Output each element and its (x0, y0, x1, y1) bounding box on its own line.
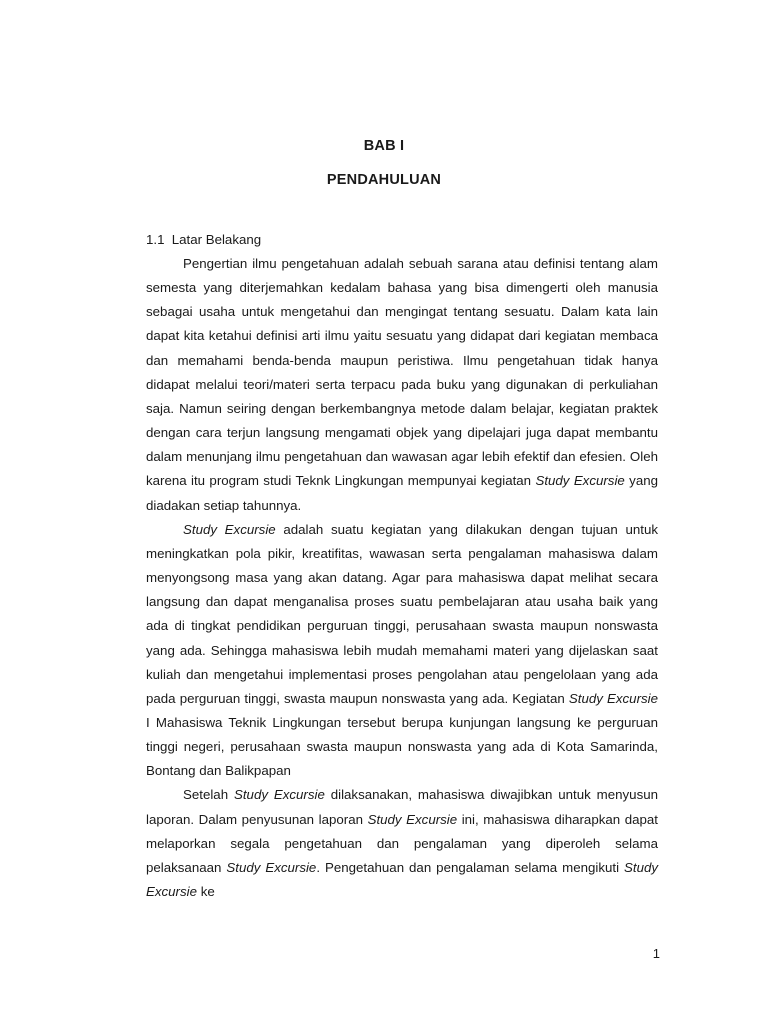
paragraph-3-text-4: . Pengetahuan dan pengalaman selama mengikuti (316, 859, 624, 875)
section-number: 1.1 (146, 232, 165, 247)
paragraph-3 (146, 783, 658, 904)
paragraph-1-text-1: Pengertian ilmu pengetahuan adalah sebuah sarana atau definisi tentang alam semesta yang diterjemahkan kedalam bahasa yang bisa dimengerti oleh manusia sebagai usaha untuk mengetahui dan mengingat tentang sesuatu. Dalam kata lain dapat kita ketahui definisi arti ilmu yaitu sesuatu yang didapat dari kegiatan membaca dan memahami benda-benda maupun peristiwa. Ilmu pengetahuan tidak hanya didapat melalui teori/materi serta terpacu pada buku yang digunakan di perkuliahan saja. Namun seiring dengan berkembangnya metode dalam belajar, kegiatan praktek dengan cara terjun langsung mengamati objek yang dipelajari juga dapat membantu dalam menunjang ilmu pengetahuan dan wawasan agar lebih efektif dan efesien. Oleh karena itu program studi Teknk Lingkungan mempunyai kegiatan (146, 256, 658, 489)
chapter-label: BAB I (363, 138, 405, 154)
paragraph-2-italic-1: Study Excursie (183, 521, 276, 537)
paragraph-3-text-2: dilaksanakan, mahasiswa diwajibkan untuk menyusun laporan. Dalam penyusunan laporan (146, 787, 659, 827)
paragraph-3-italic-2: Study Excursie (367, 811, 458, 827)
paragraph-2 (146, 518, 658, 784)
paragraph-1-italic-1: Study Excursie (535, 473, 625, 489)
paragraph-3-italic-1: Study Excursie (233, 787, 325, 803)
page-number: 1 (652, 946, 660, 961)
body-text (146, 252, 658, 904)
paragraph-3-text-5: ke (197, 884, 215, 900)
paragraph-1-text-2: yang diadakan setiap tahunnya. (146, 473, 659, 513)
paragraph-3-italic-3: Study Excursie (226, 859, 317, 875)
paragraph-1 (146, 252, 658, 518)
paragraph-3-text-1: Setelah (183, 787, 234, 803)
paragraph-2-italic-2: Study Excursie (568, 690, 658, 706)
chapter-title: PENDAHULUAN (326, 172, 442, 188)
paragraph-3-italic-4: Study Excursie (146, 859, 659, 900)
paragraph-3-text-3: ini, mahasiswa diharapkan dapat melaporkan segala pengetahuan dan pengalaman yang diperoleh selama pelaksanaan (146, 811, 658, 875)
section-heading (146, 232, 261, 247)
paragraph-2-text-2: I Mahasiswa Teknik Lingkungan tersebut berupa kunjungan langsung ke perguruan tinggi negeri, perusahaan swasta maupun nonswasta yang ada di Kota Samarinda, Bontang dan Balikpapan (146, 714, 658, 779)
paragraph-2-text-1: adalah suatu kegiatan yang dilakukan dengan tujuan untuk meningkatkan pola pikir, kreatifitas, wawasan serta pengalaman mahasiswa dalam menyongsong masa yang akan datang. Agar para mahasiswa dapat melihat secara langsung dan dapat menganalisa proses suatu pembelajaran atau usaha baik yang ada di tingkat pendidikan perguruan tinggi, perusahaan swasta maupun nonswasta yang ada. Sehingga mahasiswa lebih mudah memahami materi yang dijelaskan saat kuliah dan mengetahui implementasi proses pengolahan atau pengelolaan yang ada pada perguruan tinggi, swasta maupun nonswasta yang ada. Kegiatan (146, 521, 658, 706)
section-title: Latar Belakang (171, 232, 262, 247)
